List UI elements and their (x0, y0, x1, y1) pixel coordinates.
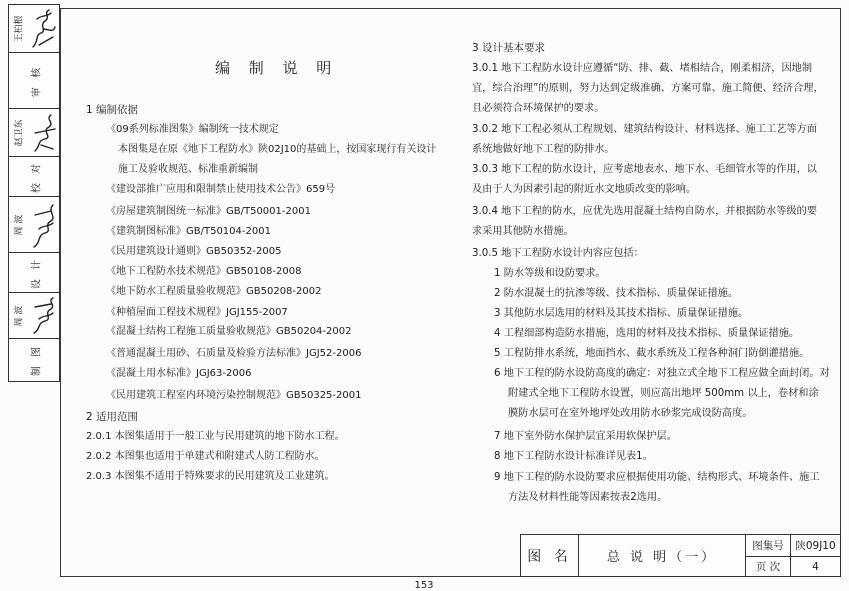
text-line: 《地下工程防水技术规范》GB50108-2008 (106, 266, 302, 277)
list-item: 8 地下工程防水设计标准详见表1。 (494, 451, 653, 462)
text-line: 3.0.3 地下工程的防水设计，应考虑地表水、地下水、毛细管水等的作用，以 (472, 164, 817, 175)
text-line: 3.0.4 地下工程的防水，应优先选用混凝土结构自防水，并根据防水等级的要 (472, 206, 817, 217)
text-line: 《普通混凝土用砂、石质量及检验方法标准》JGJ52-2006 (106, 348, 362, 359)
approval-cell-name (9, 197, 59, 253)
signer-name: 周 波 (14, 305, 25, 327)
text-line: 2.0.3 本图集不适用于特殊要求的民用建筑及工业建筑。 (86, 471, 335, 482)
text-line: 宜，综合治理”的原则，努力达到定级准确、方案可靠、施工简便、经济合理， (472, 83, 824, 94)
list-item: 5 工程防排水系统，地面挡水、截水系统及工程各种洞门防倒灌措施。 (494, 348, 810, 359)
text-line: 《民用建筑工程室内环境污染控制规范》GB50325-2001 (106, 390, 362, 401)
list-item: 1 防水等级和设防要求。 (494, 268, 606, 279)
approval-role-label: 校 对 (31, 160, 43, 194)
text-line: 2.0.2 本图集也适用于单建式和附建式人防工程防水。 (86, 451, 325, 462)
section-heading: 3 设计基本要求 (472, 42, 546, 54)
text-line: 求采用其他防水措施。 (472, 226, 574, 237)
text-line: 施工及验收规范、标准重新编制 (118, 164, 258, 175)
text-line: 2.0.1 本图集适用于一般工业与民用建筑的地下防水工程。 (86, 431, 345, 442)
signer-name: 王柏根 (14, 15, 25, 43)
text-line: 3.0.5 地下工程防水设计内容应包括： (472, 248, 644, 259)
text-line: 《混凝土用水标准》JGJ63-2006 (106, 368, 252, 379)
list-item: 4 工程细部构造防水措施，选用的材料及技术指标、质量保证措施。 (494, 328, 800, 339)
text-line: 《09系列标准图集》编制统一技术规定 (106, 124, 279, 135)
approval-role-label: 制 图 (31, 343, 43, 377)
page-number: 153 (414, 580, 434, 591)
atlas-number-label: 图集号 (752, 540, 784, 552)
text-line: 《种植屋面工程技术规程》JGJ155-2007 (106, 307, 288, 318)
document-title: 编 制 说 明 (215, 59, 339, 77)
approval-cell-name (9, 109, 59, 157)
approval-cell-role (9, 339, 59, 381)
handwritten-signature (29, 111, 57, 155)
section-heading: 2 适用范围 (86, 411, 139, 423)
signer-name: 周 波 (14, 214, 25, 236)
handwritten-signature (29, 7, 57, 51)
title-block (520, 534, 841, 577)
approval-cell-role (9, 157, 59, 197)
signer-name: 赵卫东 (14, 119, 25, 147)
handwritten-signature (29, 295, 57, 337)
atlas-number: 陕09J10 (795, 540, 836, 552)
list-item: 6 地下工程的防水设防高度的确定：对独立式全地下工程应做全面封闭。对 (494, 368, 830, 379)
sheet-page-number: 4 (812, 560, 819, 573)
text-line: 《房屋建筑制图统一标准》GB/T50001-2001 (106, 206, 311, 217)
text-line: 《混凝土结构工程施工质量验收规范》GB50204-2002 (106, 326, 352, 337)
text-line: 本图集是在原《地下工程防水》陕02J10的基础上，按国家现行有关设计 (118, 144, 437, 155)
approval-cell-role (9, 53, 59, 109)
approval-cell-name (9, 5, 59, 53)
list-item: 3 其他防水层选用的材料及其技术指标、质量保证措施。 (494, 308, 749, 319)
text-line: 3.0.2 地下工程必须从工程规划、建筑结构设计、材料选择、施工工艺等方面 (472, 124, 817, 135)
drawing-name: 总 说 明（一） (606, 550, 718, 565)
drawing-name-label: 图 名 (527, 548, 572, 565)
page-label: 页 次 (755, 561, 781, 573)
list-item-continuation: 附建式全地下工程防水设置，则应高出地坪 500mm 以上，卷材和涂 (508, 388, 819, 399)
approval-cell-name (9, 293, 59, 339)
text-line: 《民用建筑设计通则》GB50352-2005 (106, 246, 282, 257)
list-item-continuation: 膜防水层可在室外地坪处改用防水砂浆完成设防高度。 (508, 408, 753, 419)
list-item: 9 地下工程的防水设防要求应根据使用功能、结构形式、环境条件、施工 (494, 472, 820, 483)
text-line: 《建筑制图标准》GB/T50104-2001 (106, 226, 271, 237)
text-line: 《地下防水工程质量验收规范》GB50208-2002 (106, 286, 322, 297)
approval-cell-role (9, 253, 59, 293)
text-line: 及由于人为因素引起的附近水文地质改变的影响。 (472, 184, 697, 195)
approval-role-label: 审 核 (31, 64, 43, 98)
text-line: 且必须符合环境保护的要求。 (472, 103, 605, 114)
section-heading: 1 编制依据 (86, 104, 139, 116)
handwritten-signature (29, 199, 57, 251)
text-line: 《建设部推广应用和限制禁止使用技术公告》659号 (106, 184, 336, 195)
approval-role-label: 设 计 (31, 256, 43, 290)
list-item-continuation: 方法及材料性能等因素按表2选用。 (508, 492, 668, 503)
list-item: 2 防水混凝土的抗渗等级、技术指标、质量保证措施。 (494, 288, 739, 299)
list-item: 7 地下室外防水保护层宜采用软保护层。 (494, 431, 677, 442)
text-line: 3.0.1 地下工程防水设计应遵循“防、排、截、堵相结合，刚柔相济，因地制 (472, 63, 813, 74)
text-line: 系统地做好地下工程的防排水。 (472, 144, 615, 155)
approval-strip (8, 4, 60, 382)
